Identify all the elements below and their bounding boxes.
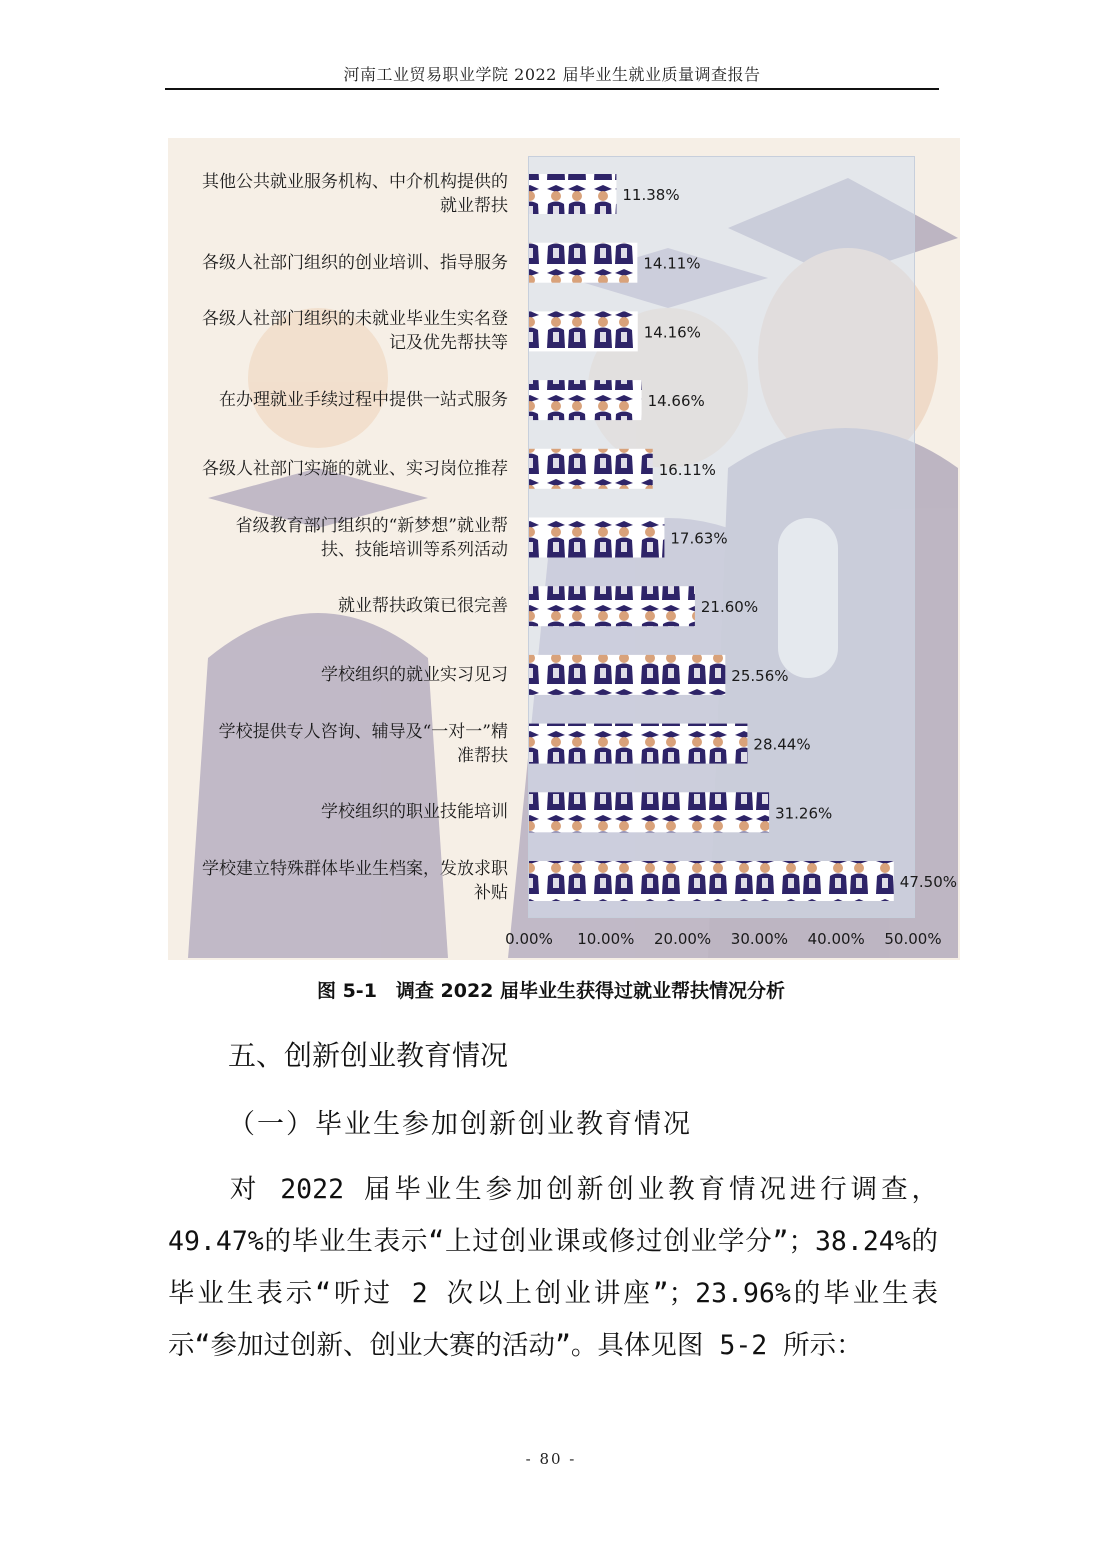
- bar: [529, 861, 894, 901]
- category-label-line: 扶、技能培训等系列活动: [321, 539, 508, 560]
- bar: [529, 174, 616, 214]
- category-label-line: 省级教育部门组织的“新梦想”就业帮: [235, 515, 508, 536]
- category-label-line: 各级人社部门组织的未就业毕业生实名登: [202, 309, 508, 330]
- bar: [529, 380, 642, 420]
- category-label-line: 学校组织的职业技能培训: [321, 802, 508, 823]
- bar: [529, 724, 747, 764]
- page-header: 河南工业贸易职业学院 2022 届毕业生就业质量调查报告: [343, 65, 761, 84]
- category-label-line: 各级人社部门实施的就业、实习岗位推荐: [202, 458, 508, 479]
- subsection-title: （一）毕业生参加创新创业教育情况: [228, 1109, 692, 1140]
- x-tick-label: 30.00%: [730, 930, 789, 948]
- bar: [529, 243, 637, 283]
- category-label-line: 在办理就业手续过程中提供一站式服务: [219, 390, 508, 411]
- category-label-line: 各级人社部门组织的创业培训、指导服务: [202, 252, 508, 273]
- bar-value-label: 16.11%: [658, 460, 716, 479]
- bar: [529, 792, 769, 832]
- bar-value-label: 47.50%: [899, 873, 958, 891]
- category-label-line: 其他公共就业服务机构、中介机构提供的: [202, 172, 508, 192]
- x-tick-label: 10.00%: [577, 930, 635, 948]
- x-tick-label: 0.00%: [505, 930, 553, 948]
- x-tick-label: 40.00%: [807, 930, 865, 948]
- figure-caption: 图 5-1 调查 2022 届毕业生获得过就业帮扶情况分析: [316, 980, 786, 1002]
- bar: [529, 586, 695, 626]
- bar-value-label: 17.63%: [670, 529, 728, 548]
- bar: [529, 449, 653, 489]
- chart-figure: [168, 138, 960, 960]
- bar-chart: [168, 138, 960, 960]
- bar-value-label: 21.60%: [700, 598, 759, 617]
- header-rule: [165, 88, 939, 90]
- category-label-line: 记及优先帮扶等: [389, 333, 508, 354]
- category-label-line: 就业帮扶政策已很完善: [338, 596, 508, 617]
- bar-value-label: 14.16%: [643, 323, 701, 342]
- body-paragraph-text: 对 2022 届毕业生参加创新创业教育情况进行调查，49.47%的毕业生表示“上过创业课或修过创业学分”；38.24%的毕业生表示“听过 2 次以上创业讲座”；23.96%的毕业生表示“参加过创新、创业大赛的活动”。具体见图 5-2 所示：: [168, 1174, 938, 1361]
- bar-value-label: 14.11%: [643, 254, 701, 273]
- bar-value-label: 14.66%: [647, 392, 705, 411]
- bar: [529, 655, 725, 695]
- bar-value-label: 28.44%: [753, 735, 811, 754]
- bar-value-label: 25.56%: [731, 666, 789, 685]
- bar-value-label: 11.38%: [622, 186, 680, 204]
- category-label-line: 补贴: [474, 883, 508, 903]
- category-label-line: 学校组织的就业实习见习: [321, 664, 508, 685]
- bar: [529, 518, 664, 558]
- page-number: - 80 -: [525, 1450, 577, 1468]
- x-tick-label: 50.00%: [884, 930, 942, 948]
- category-label-line: 学校提供专人咨询、辅导及“一对一”精: [218, 721, 508, 742]
- bar-value-label: 31.26%: [775, 804, 833, 823]
- body-paragraph: [168, 1164, 938, 1372]
- category-label-line: 就业帮扶: [440, 196, 508, 216]
- category-label-line: 学校建立特殊群体毕业生档案，发放求职: [202, 859, 508, 879]
- bar: [529, 311, 638, 351]
- section-title: 五、创新创业教育情况: [228, 1039, 509, 1072]
- category-label-line: 准帮扶: [457, 745, 508, 766]
- x-tick-label: 20.00%: [653, 930, 712, 948]
